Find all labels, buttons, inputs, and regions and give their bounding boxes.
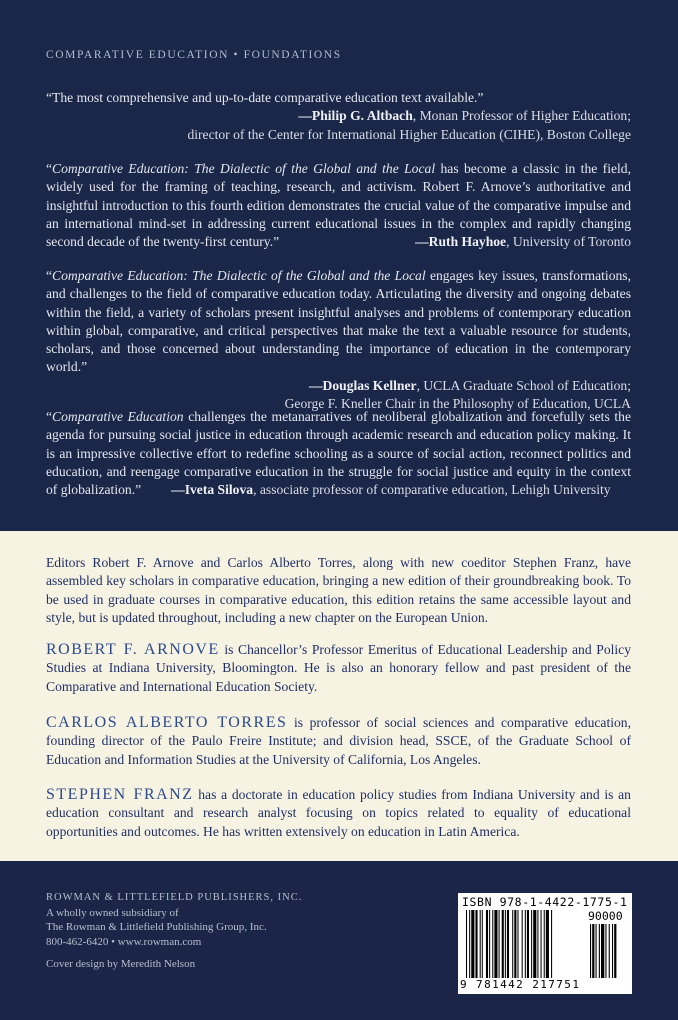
barcode-number: 9 781442 217751 xyxy=(460,978,581,991)
endorsement-attribution: —Douglas Kellner, UCLA Graduate School of Education; xyxy=(308,377,631,393)
series-line: COMPARATIVE EDUCATION • FOUNDATIONS xyxy=(46,49,342,61)
price-code: 90000 xyxy=(588,909,623,923)
barcode-bar xyxy=(494,910,497,978)
barcode-bar xyxy=(522,910,523,978)
barcode-bar xyxy=(551,910,552,978)
bio-arnove: ROBERT F. ARNOVE is Chancellor’s Professor Emeritus of Educational Leadership and Policy Studies at Indiana University, Bloomington. He is also an honorary fellow and past president of the Comparative and International Education Society. xyxy=(46,641,632,694)
publisher-line: A wholly owned subsidiary of xyxy=(46,906,179,919)
bio-name: ROBERT F. ARNOVE xyxy=(46,641,220,658)
barcode-addon-bar xyxy=(599,924,600,978)
endorsement-attribution: —Ruth Hayhoe, University of Toronto xyxy=(415,234,631,250)
barcode-bar xyxy=(544,910,545,978)
endorsement-3 xyxy=(46,267,631,413)
bio-name: STEPHEN FRANZ xyxy=(46,786,194,803)
bio-name: CARLOS ALBERTO TORRES xyxy=(46,714,288,731)
barcode-bar xyxy=(517,910,518,978)
endorsement-attribution-line2: director of the Center for International Higher Education (CIHE), Boston College xyxy=(187,126,631,142)
cover-credit: Cover design by Meredith Nelson xyxy=(46,958,196,970)
barcode-bar xyxy=(527,910,529,978)
barcode-bar xyxy=(471,910,474,978)
barcode-addon-bar xyxy=(601,924,604,978)
barcode-bar xyxy=(482,910,483,978)
barcode-bar xyxy=(469,910,470,978)
barcode-bar xyxy=(466,910,467,978)
barcode-addon-bar xyxy=(614,924,616,978)
endorsement-quote: “Comparative Education: The Dialectic of the Global and the Local has become a classic in the field, widely used for the framing of teaching, research, and activism. Robert F. Arnove’s authoritative and insightful introduction to this fourth edition demonstrates the crucial value of the comparative impulse and an international mind-set in addressing current educational issues in the complex and rapidly changing second decade of the twenty-first century.” xyxy=(46,161,631,250)
barcode-addon-bar xyxy=(609,924,610,978)
endorsement-attribution: —Philip G. Altbach, Monan Professor of Higher Education; xyxy=(298,108,631,124)
endorsement-attribution: —Iveta Silova, associate professor of comparative education, Lehigh University xyxy=(171,482,611,498)
bio-torres: CARLOS ALBERTO TORRES is professor of social sciences and comparative education, founding director of the Paulo Freire Institute; and division head, SSCE, of the Graduate School of Education and Information Studies at the University of California, Los Angeles. xyxy=(46,714,631,767)
publisher-contact: 800-462-6420 • www.rowman.com xyxy=(46,935,202,948)
barcode-bar xyxy=(537,910,538,978)
barcode-bar xyxy=(507,910,509,978)
endorsement-quote: “Comparative Education challenges the metanarratives of neoliberal globalization and forcefully sets the agenda for pursuing social justice in education through academic research and education policy making. It is an impressive collective effort to redefine schooling as a source of social action, reconnect politics and education, and reengage comparative education in the struggle for social justice and equity in the context of globalization.” —Iveta Silova, associate professor of comparative education, Lehigh University xyxy=(46,409,632,498)
endorsement-attribution-line2: George F. Kneller Chair in the Philosophy of Education, UCLA xyxy=(284,396,631,412)
publisher-info xyxy=(46,891,302,949)
endorsement-4 xyxy=(46,408,631,499)
barcode-bar xyxy=(505,910,506,978)
barcode-addon-bar xyxy=(596,924,597,978)
book-description: Editors Robert F. Arnove and Carlos Alberto Torres, along with new coeditor Stephen Franz, have assembled key scholars in comparative education, bringing a new edition of their groundbreaking book. To be used in graduate courses in comparative education, this edition retains the same accessible layout and style, but is updated throughout, including a new chapter on the European Union. xyxy=(46,555,631,625)
barcode-bar xyxy=(475,910,477,978)
barcode-bar xyxy=(514,910,516,978)
publisher-line: The Rowman & Littlefield Publishing Group, Inc. xyxy=(46,921,267,933)
endorsement-1 xyxy=(46,89,631,144)
barcode-bar xyxy=(480,910,481,978)
barcode-bar xyxy=(531,910,532,978)
barcode-bar xyxy=(525,910,526,978)
barcode-bar xyxy=(499,910,500,978)
endorsement-quote: “The most comprehensive and up-to-date comparative education text available.” xyxy=(46,90,484,105)
barcode-bar xyxy=(541,910,542,978)
barcode-bar xyxy=(546,910,549,978)
barcode-addon-bar xyxy=(590,924,591,978)
barcode-bar xyxy=(486,910,488,978)
isbn-barcode xyxy=(458,893,632,994)
barcode-bar xyxy=(489,910,490,978)
barcode-bar xyxy=(502,910,504,978)
publisher-name: ROWMAN & LITTLEFIELD PUBLISHERS, INC. xyxy=(46,892,303,903)
endorsement-2 xyxy=(46,160,631,251)
barcode-addon-bar xyxy=(612,924,613,978)
barcode-bar xyxy=(533,910,536,978)
barcode-bar xyxy=(512,910,513,978)
barcode-addon-bar xyxy=(605,924,606,978)
endorsement-quote: “Comparative Education: The Dialectic of the Global and the Local engages key issues, transformations, and challenges to the field of comparative education today. Articulating the diversity and ongoing debates within the field, a variety of scholars present insightful analyses and problems of contemporary education within global, comparative, and critical perspectives that make the text a valuable resource for students, scholars, and those concerned about understanding the importance of education in the contemporary world.” xyxy=(46,268,631,375)
bio-franz: STEPHEN FRANZ has a doctorate in education policy studies from Indiana University and is an education consultant and research analyst focusing on topics related to equality of educational opportunities and outcomes. He has written extensively on education in Latin America. xyxy=(46,786,631,839)
barcode-addon-bar xyxy=(592,924,594,978)
barcode-bar xyxy=(492,910,493,978)
isbn-label: ISBN 978-1-4422-1775-1 xyxy=(462,895,628,909)
